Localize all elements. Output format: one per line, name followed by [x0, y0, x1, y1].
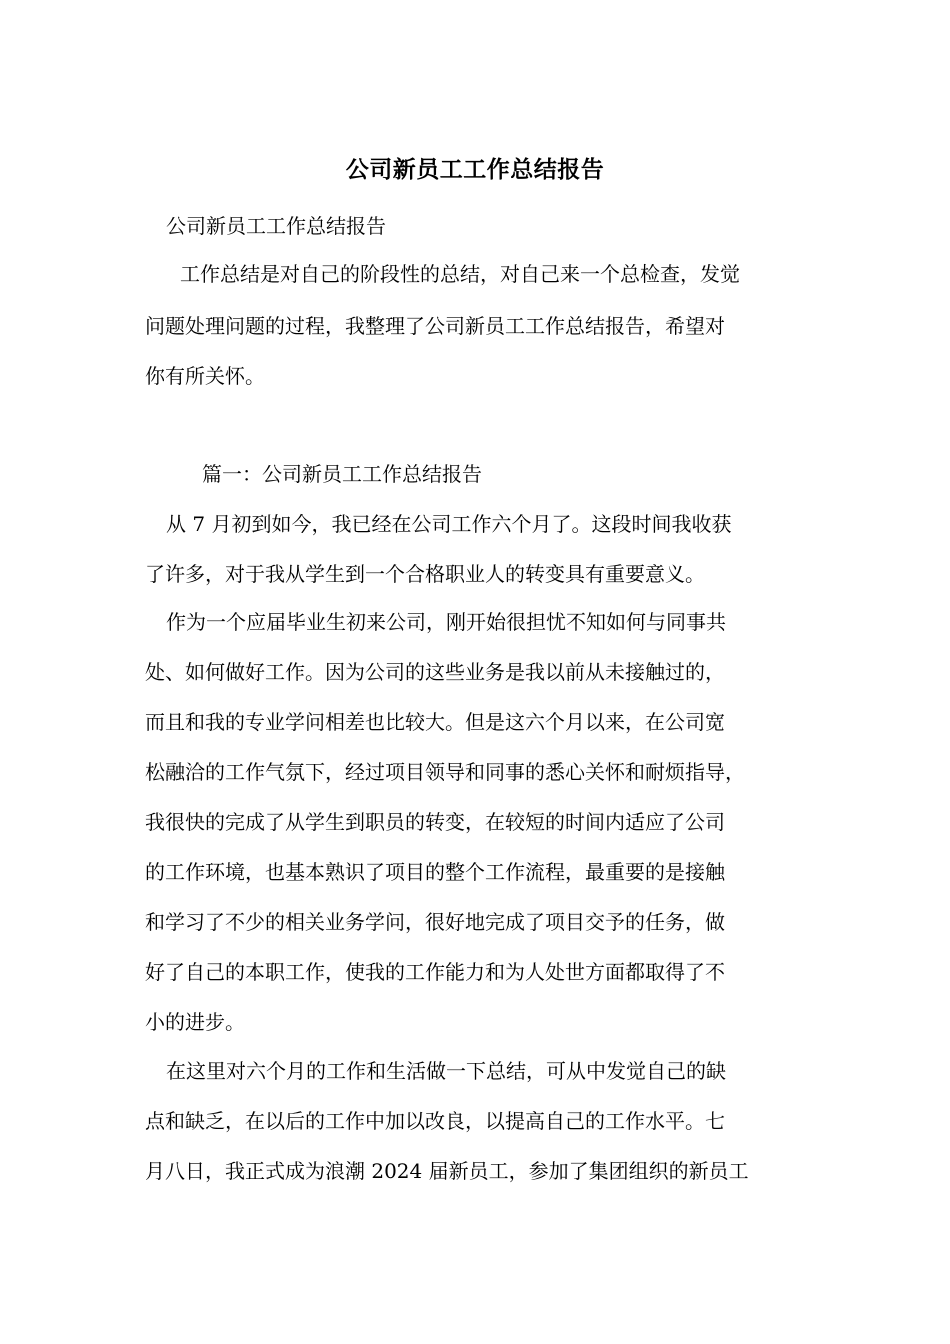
subtitle-line: 公司新员工工作总结报告 — [166, 214, 386, 238]
para2-line-5: 我很快的完成了从学生到职员的转变，在较短的时间内适应了公司 — [145, 810, 725, 834]
para2-line-1: 作为一个应届毕业生初来公司，刚开始很担忧不知如何与同事共 — [166, 610, 726, 634]
intro-line-1: 工作总结是对自己的阶段性的总结，对自己来一个总检查，发觉 — [180, 262, 740, 286]
para2-line-6: 的工作环境，也基本熟识了项目的整个工作流程，最重要的是接触 — [145, 860, 725, 884]
para2-line-3: 而且和我的专业学问相差也比较大。但是这六个月以来，在公司宽 — [145, 710, 725, 734]
para2-line-9: 小的进步。 — [145, 1010, 245, 1034]
para1-line-2: 了许多，对于我从学生到一个合格职业人的转变具有重要意义。 — [145, 562, 705, 586]
para3-line-3: 月八日，我正式成为浪潮 2024 届新员工，参加了集团组织的新员工 — [145, 1159, 749, 1183]
para2-line-4: 松融洽的工作气氛下，经过项目领导和同事的悉心关怀和耐烦指导， — [145, 760, 745, 784]
para3-line-1: 在这里对六个月的工作和生活做一下总结，可从中发觉自己的缺 — [166, 1059, 726, 1083]
para2-line-8: 好了自己的本职工作，使我的工作能力和为人处世方面都取得了不 — [145, 960, 725, 984]
para3-line-2: 点和缺乏，在以后的工作中加以改良，以提高自己的工作水平。七 — [145, 1109, 725, 1133]
section-heading: 篇一：公司新员工工作总结报告 — [202, 462, 482, 486]
para2-line-2: 处、如何做好工作。因为公司的这些业务是我以前从未接触过的， — [145, 660, 725, 684]
document-title: 公司新员工工作总结报告 — [345, 156, 605, 183]
para1-line-1: 从 7 月初到如今，我已经在公司工作六个月了。这段时间我收获 — [166, 512, 732, 536]
intro-line-3: 你有所关怀。 — [145, 364, 265, 388]
para2-line-7: 和学习了不少的相关业务学问，很好地完成了项目交予的任务，做 — [145, 910, 725, 934]
intro-line-2: 问题处理问题的过程，我整理了公司新员工工作总结报告，希望对 — [145, 314, 725, 338]
